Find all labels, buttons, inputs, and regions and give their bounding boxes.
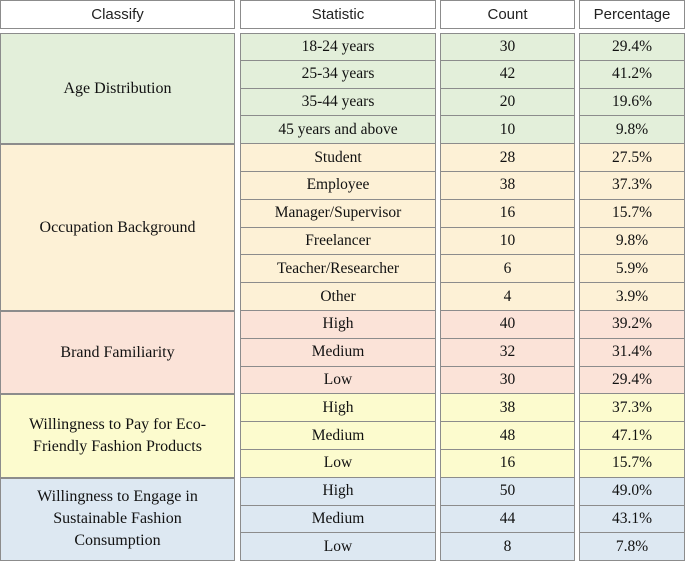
count-cell: 10 (440, 228, 575, 256)
count-cell: 16 (440, 200, 575, 228)
count-cell: 32 (440, 339, 575, 367)
count-cell: 4 (440, 283, 575, 311)
count-cell: 6 (440, 255, 575, 283)
statistic-cell: Freelancer (240, 228, 436, 256)
statistic-cell: Medium (240, 339, 436, 367)
percentage-cell: 29.4% (579, 367, 685, 395)
percentage-cell: 9.8% (579, 116, 685, 144)
percentage-cell: 9.8% (579, 228, 685, 256)
count-cell: 30 (440, 33, 575, 61)
header-percentage: Percentage (579, 0, 685, 29)
percentage-cell: 19.6% (579, 89, 685, 117)
percentage-cell: 27.5% (579, 144, 685, 172)
statistic-cell: Teacher/Researcher (240, 255, 436, 283)
percentage-cell: 15.7% (579, 450, 685, 478)
percentage-cell: 31.4% (579, 339, 685, 367)
statistic-cell: Employee (240, 172, 436, 200)
statistic-column (240, 33, 436, 561)
count-cell: 20 (440, 89, 575, 117)
group-label-occ: Occupation Background (0, 144, 235, 311)
count-column (440, 33, 575, 561)
header-count: Count (440, 0, 575, 29)
group-label-eng: Willingness to Engage in Sustainable Fashion Consumption (0, 478, 235, 561)
count-cell: 38 (440, 394, 575, 422)
statistic-cell: Other (240, 283, 436, 311)
percentage-cell: 15.7% (579, 200, 685, 228)
statistic-cell: 45 years and above (240, 116, 436, 144)
percentage-cell: 37.3% (579, 394, 685, 422)
group-label-brand: Brand Familiarity (0, 311, 235, 394)
count-cell: 28 (440, 144, 575, 172)
percentage-cell: 41.2% (579, 61, 685, 89)
group-label-pay: Willingness to Pay for Eco-Friendly Fashion Products (0, 394, 235, 477)
percentage-cell: 47.1% (579, 422, 685, 450)
percentage-cell: 49.0% (579, 478, 685, 506)
statistic-cell: 25-34 years (240, 61, 436, 89)
statistic-cell: Medium (240, 422, 436, 450)
percentage-cell: 5.9% (579, 255, 685, 283)
percentage-cell: 37.3% (579, 172, 685, 200)
count-cell: 8 (440, 533, 575, 561)
statistic-cell: Student (240, 144, 436, 172)
statistic-cell: 35-44 years (240, 89, 436, 117)
statistic-cell: High (240, 311, 436, 339)
count-cell: 44 (440, 506, 575, 534)
statistic-cell: High (240, 478, 436, 506)
statistic-cell: Low (240, 367, 436, 395)
percentage-cell: 3.9% (579, 283, 685, 311)
count-cell: 48 (440, 422, 575, 450)
count-cell: 42 (440, 61, 575, 89)
group-label-age: Age Distribution (0, 33, 235, 144)
count-cell: 30 (440, 367, 575, 395)
count-cell: 40 (440, 311, 575, 339)
count-cell: 10 (440, 116, 575, 144)
count-cell: 16 (440, 450, 575, 478)
count-cell: 50 (440, 478, 575, 506)
statistic-cell: Manager/Supervisor (240, 200, 436, 228)
statistic-cell: Low (240, 533, 436, 561)
header-classify: Classify (0, 0, 235, 29)
percentage-cell: 7.8% (579, 533, 685, 561)
percentage-cell: 43.1% (579, 506, 685, 534)
statistic-cell: 18-24 years (240, 33, 436, 61)
statistic-cell: Medium (240, 506, 436, 534)
percentage-cell: 29.4% (579, 33, 685, 61)
percentage-column (579, 33, 685, 561)
percentage-cell: 39.2% (579, 311, 685, 339)
header-statistic: Statistic (240, 0, 436, 29)
statistic-cell: High (240, 394, 436, 422)
count-cell: 38 (440, 172, 575, 200)
statistic-cell: Low (240, 450, 436, 478)
